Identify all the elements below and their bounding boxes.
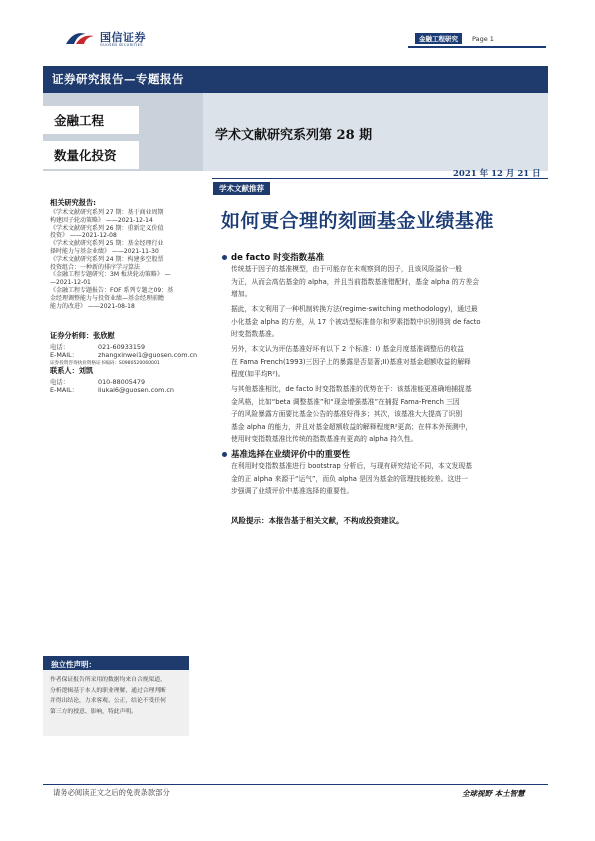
- paragraph-line: 基金 alpha 的能力，并且对基金超额收益的解释程度R²更高；在样本外预测中，: [231, 422, 473, 431]
- paragraph-line: 另外，本文认为评估基准好坏有以下 2 个标准：I) 基金月度基准调整后的收益: [231, 345, 464, 353]
- analyst-contact: [50, 343, 240, 368]
- list-item-line: 《金融工程专题报告：FOF 系列专题之09：基: [50, 286, 174, 294]
- paragraph: [231, 383, 551, 446]
- list-item-line: 金经理调整能力与投资业绩—基金经理前瞻: [50, 294, 165, 302]
- contact-name: 联系人：刘凯: [50, 366, 94, 375]
- paragraph-line: 小化基金 alpha 的方差，从 17 个被动型标准普尔和罗素指数中识别得到 de facto: [231, 317, 481, 326]
- paragraph-line: 与其他基准相比，de facto 时变指数基准的优势在于：该基准能更准确地捕捉基: [231, 385, 472, 393]
- paragraph-line: 在 Fama French(1993)三因子上的暴露是否显著;II)基准对基金超额收益的解释: [231, 357, 471, 366]
- email-link[interactable]: zhangxinwei1@guosen.com.cn: [98, 351, 198, 360]
- series-title: 学术文献研究系列第 28 期: [215, 128, 373, 143]
- contact-details: [50, 378, 240, 395]
- list-item[interactable]: [50, 271, 204, 287]
- bullet-icon: [222, 452, 227, 457]
- category-secondary-text: 数量化投资: [54, 148, 117, 163]
- cert-number: 证券投资咨询执业资格证书编码：S0980520060001: [50, 360, 160, 366]
- list-item[interactable]: [50, 240, 204, 256]
- list-item-line: 投资组合：一种新的排序学习算法: [50, 263, 141, 271]
- date-divider: [212, 178, 548, 179]
- paragraph: [231, 460, 551, 498]
- paragraph-line: 据此，本文利用了一种机制转换方法(regime-switching methodology)，通过最: [231, 305, 478, 313]
- brand-sub: GUOSEN SECURITIES: [100, 43, 143, 47]
- declaration-line: 第三方的授意、影响，特此声明。: [50, 709, 137, 716]
- risk-warning: 风险提示：本报告基于相关文献，不构成投资建议。: [231, 516, 404, 525]
- header-tag: 金融工程研究: [415, 33, 462, 44]
- list-item-line: 《学术文献研究系列 27 期：基于商业周期: [50, 209, 164, 216]
- section-heading-2: [222, 448, 350, 460]
- banner-text: 证券研究报告—专题报告: [52, 72, 184, 86]
- list-item[interactable]: [50, 287, 204, 310]
- paragraph-line: 子的风险暴露方面要比基金公告的基准好得多；其次，该基准大大提高了识别: [231, 410, 463, 418]
- category-primary-text: 金融工程: [54, 113, 105, 128]
- company-logo-icon: [64, 28, 98, 48]
- paragraph-line: 在利用时变指数基准进行 bootstrap 分析后，与现有研究结论不同，本文发现基: [231, 462, 473, 470]
- phone-label: 电话：: [50, 378, 70, 386]
- paragraph-line: 增加。: [231, 290, 252, 298]
- declaration-text: [50, 675, 183, 718]
- list-item-line: 《学术文献研究系列 24 期：构建多空股票: [50, 255, 164, 263]
- declaration-title: 独立性声明：: [51, 660, 96, 669]
- section-heading-text: 基准选择在业绩评价中的重要性: [231, 450, 351, 460]
- bullet-icon: [222, 255, 227, 260]
- paragraph: [231, 263, 551, 301]
- header-divider: [408, 46, 546, 48]
- list-item-line: 《学术文献研究系列 25 期：基金经理行业: [50, 240, 164, 248]
- category-label-primary: [43, 106, 139, 134]
- list-item-line: —2021-12-01: [50, 279, 91, 287]
- paragraph-line: 金的正 alpha 来源于“运气”，而负 alpha 是因为基金的管理技能较差。这进一: [231, 474, 468, 483]
- phone-value: 021-60933159: [98, 343, 146, 351]
- footer-divider: [43, 784, 548, 785]
- page-number: Page 1: [472, 34, 494, 43]
- declaration-line: 并得出结论，力求客观、公正，结论不受任何: [50, 698, 166, 705]
- paragraph-line: 金风格，比如“beta 调整基准”和“现金增强基准”在捕捉 Fama-French 三因: [231, 397, 460, 406]
- footer-slogan: 全球视野 本土智慧: [462, 789, 525, 798]
- list-item[interactable]: [50, 209, 204, 225]
- analyst-name: 证券分析师：张欣慰: [50, 331, 115, 340]
- phone-value: 010-88005479: [98, 378, 146, 386]
- list-item[interactable]: [50, 256, 204, 272]
- list-item-line: 择时能力与基金业绩》 ——2021-11-30: [50, 247, 159, 255]
- paragraph: [231, 303, 551, 341]
- report-date: 2021 年 12 月 21 日: [453, 169, 541, 179]
- phone-label: 电话：: [50, 343, 70, 351]
- paragraph-line: 时变指数基准。: [231, 330, 279, 338]
- main-title: 如何更合理的刻画基金业绩基准: [221, 210, 495, 232]
- section-heading-1: [222, 251, 324, 263]
- list-item[interactable]: [50, 225, 204, 241]
- list-item-line: 投资》 ——2021-12-08: [50, 232, 117, 240]
- paragraph-line: 程度(如平均R²)。: [231, 370, 285, 378]
- email-link[interactable]: liukai6@guosen.com.cn: [98, 386, 174, 395]
- page-header: [408, 33, 546, 44]
- paragraph-line: 为正，从而会高估基金的 alpha，并且当前指数基准错配时，基金 alpha 的方差会: [231, 277, 480, 286]
- email-label: E-MAIL：: [50, 386, 79, 395]
- list-item-line: 《学术文献研究系列 26 期：重新定义价值: [50, 224, 164, 232]
- related-reports-list: [50, 209, 204, 310]
- paragraph-line: 步强调了业绩评价中基准选择的重要性。: [231, 487, 354, 495]
- related-reports-title: 相关研究报告:: [50, 198, 96, 207]
- list-item-line: 构建因子轮动策略》 ——2021-12-14: [50, 216, 153, 224]
- category-label-secondary: [43, 141, 139, 169]
- paragraph: [231, 343, 551, 381]
- list-item-line: 《金融工程专题研究：3M 板块轮动策略》 —: [50, 271, 171, 279]
- declaration-line: 分析逻辑基于本人的职业理解，通过合理判断: [50, 687, 166, 694]
- email-label: E-MAIL：: [50, 351, 79, 360]
- brand-name: 国信证券: [100, 31, 146, 44]
- paragraph-line: 传统基于因子的基准模型，由于可能存在未观察到的因子，且该风险溢价一般: [231, 265, 463, 273]
- recommend-tag: 学术文献推荐: [213, 182, 270, 195]
- paragraph-line: 使用时变指数基准比传统的指数基准有更高的 alpha 持久性。: [231, 435, 418, 443]
- footer-disclaimer: 请务必阅读正文之后的免责条款部分: [53, 788, 170, 797]
- declaration-line: 作者保证报告所采用的数据均来自合规渠道，: [50, 677, 166, 683]
- section-heading-text: de facto 时变指数基准: [231, 253, 325, 263]
- list-item-line: 能力的改进》 ——2021-08-18: [50, 302, 135, 310]
